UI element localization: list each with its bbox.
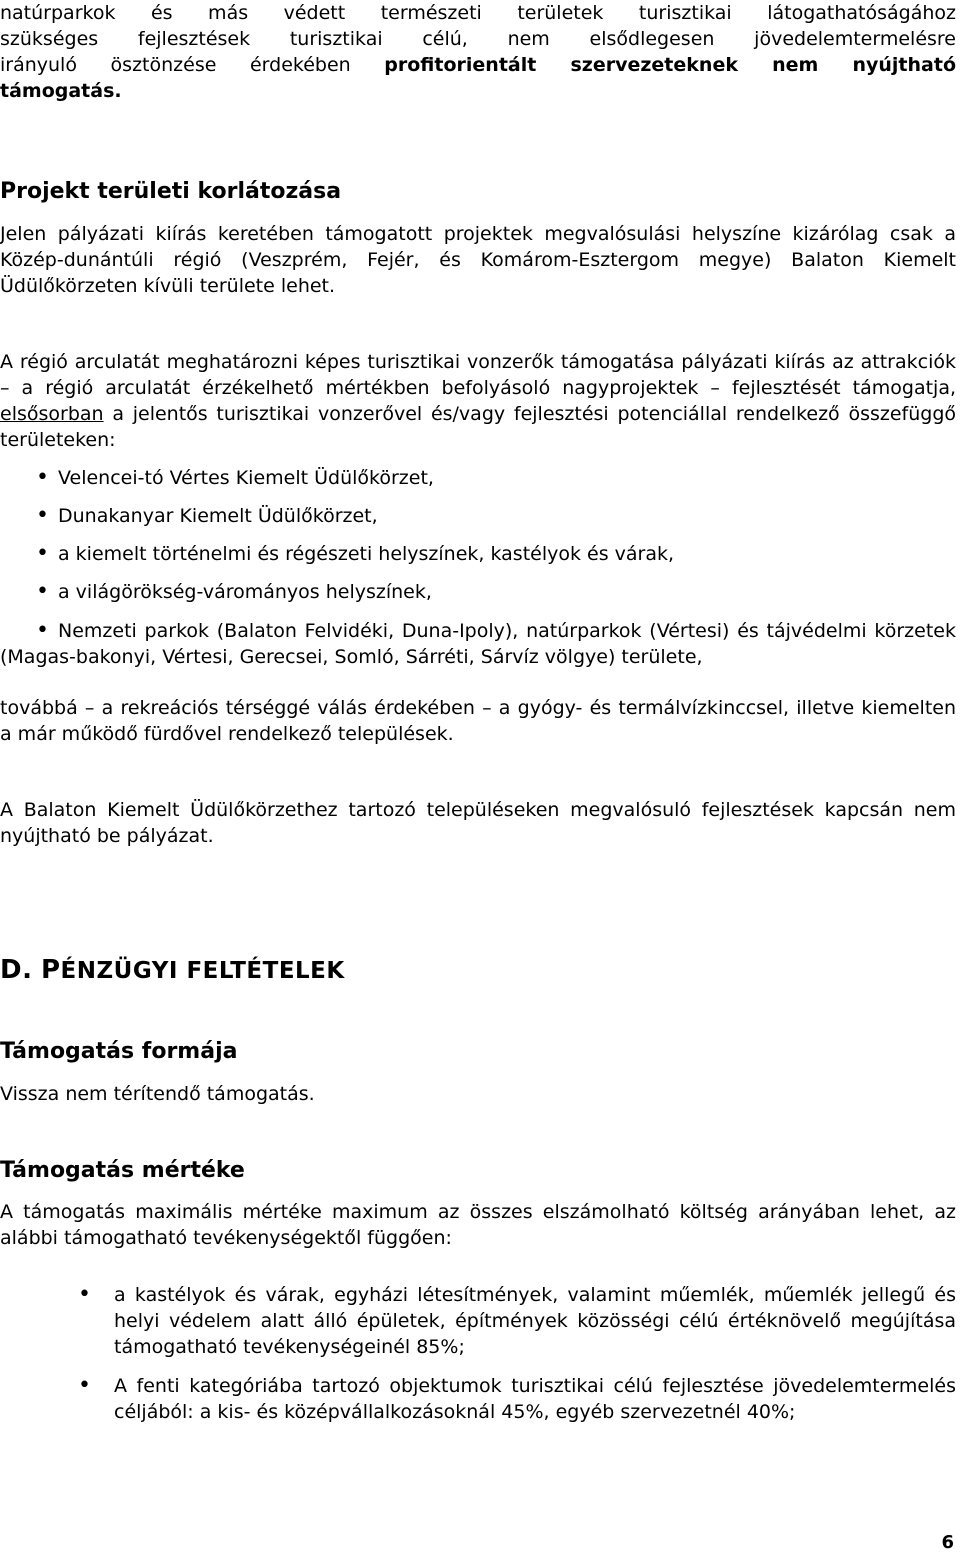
heading-tamogatas-merteke: Támogatás mértéke (0, 1158, 245, 1183)
list-item-text: Dunakanyar Kiemelt Üdülőkörzet, (58, 505, 378, 527)
intro-line-2: szükséges fejlesztések turisztikai célú, nem elsődlegesen jövedelemtermelésre (0, 28, 956, 50)
text-tamogatas-formaja: Vissza nem térítendő támogatás. (0, 1083, 315, 1105)
paragraph-rekreacio: továbbá – a rekreációs térséggé válás érdekében – a gyógy- és termálvízkinccsel, illetve kiemelten a már működő fürdővel rendelkező települések. (0, 697, 956, 745)
paragraph-projekt-helyszin: Jelen pályázati kiírás keretében támogatott projektek megvalósulási helyszíne kizárólag csak a Közép-dunántúli régió (Veszprém, Fejér, és Komárom-Esztergom megye) Balaton Kiemelt Üdülőkörzeten kívüli területe lehet. (0, 223, 956, 297)
paragraph-balaton-kizaras: A Balaton Kiemelt Üdülőkörzethez tartozó településeken megvalósuló fejlesztések kapcsán nem nyújtható be pályázat. (0, 799, 956, 847)
intro-line-3-text: irányuló ösztönzése érdekében (0, 54, 385, 76)
section-heading-projekt: Projekt területi korlátozása (0, 179, 342, 204)
bullet-icon: • (36, 618, 49, 643)
bullet-icon: • (78, 1282, 91, 1307)
bullet-icon: • (78, 1373, 91, 1398)
section-title-rest: ÉNZÜGYI FELTÉTELEK (60, 958, 345, 984)
section-letter: D. (0, 955, 33, 985)
intro-bold-text: profitorientált szervezeteknek nem nyújtható (384, 54, 956, 76)
underlined-elsosorban: elsősorban (0, 403, 104, 425)
list-item-text: a világörökség-várományos helyszínek, (58, 581, 432, 603)
bullet-icon: • (36, 579, 49, 604)
paragraph-regio-text-a: A régió arculatát meghatározni képes turisztikai vonzerők támogatása pályázati kiírás az attrakciók – a régió arculatát érzékelhető mértékben befolyásoló nagyprojektek – fejlesztését támogatja, (0, 351, 956, 399)
list-item-text: Velencei-tó Vértes Kiemelt Üdülőkörzet, (58, 467, 434, 489)
page-number: 6 (941, 1532, 954, 1553)
section-title-initial: P (40, 955, 61, 985)
list-item-text (0, 618, 956, 670)
text-tamogatas-merteke: A támogatás maximális mértéke maximum az összes elszámolható költség arányában lehet, az alábbi támogatható tevékenységektől függően: (0, 1201, 956, 1249)
list-item-text: a kastélyok és várak, egyházi létesítmények, valamint műemlék, műemlék jellegű és helyi védelem alatt álló épületek, építmények közösségi célú értéknövelő megújítása támogatható tevékenységeinél 85%; (114, 1284, 956, 1358)
section-heading-d (0, 955, 956, 986)
paragraph-regio-text-b: a jelentős turisztikai vonzerővel és/vagy fejlesztési potenciállal rendelkező összefüggő területeken: (0, 403, 956, 451)
list-item-text: a kiemelt történelmi és régészeti helyszínek, kastélyok és várak, (58, 543, 675, 565)
bullet-icon: • (36, 541, 49, 566)
bullet-icon: • (36, 465, 49, 490)
intro-line-3 (0, 52, 956, 78)
list-item-text-content: Nemzeti parkok (Balaton Felvidéki, Duna-Ipoly), natúrparkok (Vértesi) és tájvédelmi körzetek (Magas-bakonyi, Vértesi, Gerecsei, Somló, Sárréti, Sárvíz völgye) területe, (0, 620, 956, 668)
heading-tamogatas-formaja: Támogatás formája (0, 1039, 238, 1064)
intro-line-4: támogatás. (0, 80, 122, 102)
list-item (0, 618, 956, 670)
list-item-text: A fenti kategóriába tartozó objektumok turisztikai célú fejlesztése jövedelemtermelés céljából: a kis- és középvállalkozásoknál 45%, egyéb szervezetnél 40%; (114, 1375, 956, 1423)
paragraph-regio-arculat (0, 349, 956, 453)
intro-line-1: natúrparkok és más védett természeti területek turisztikai látogathatóságához (0, 2, 956, 24)
bullet-icon: • (36, 503, 49, 528)
